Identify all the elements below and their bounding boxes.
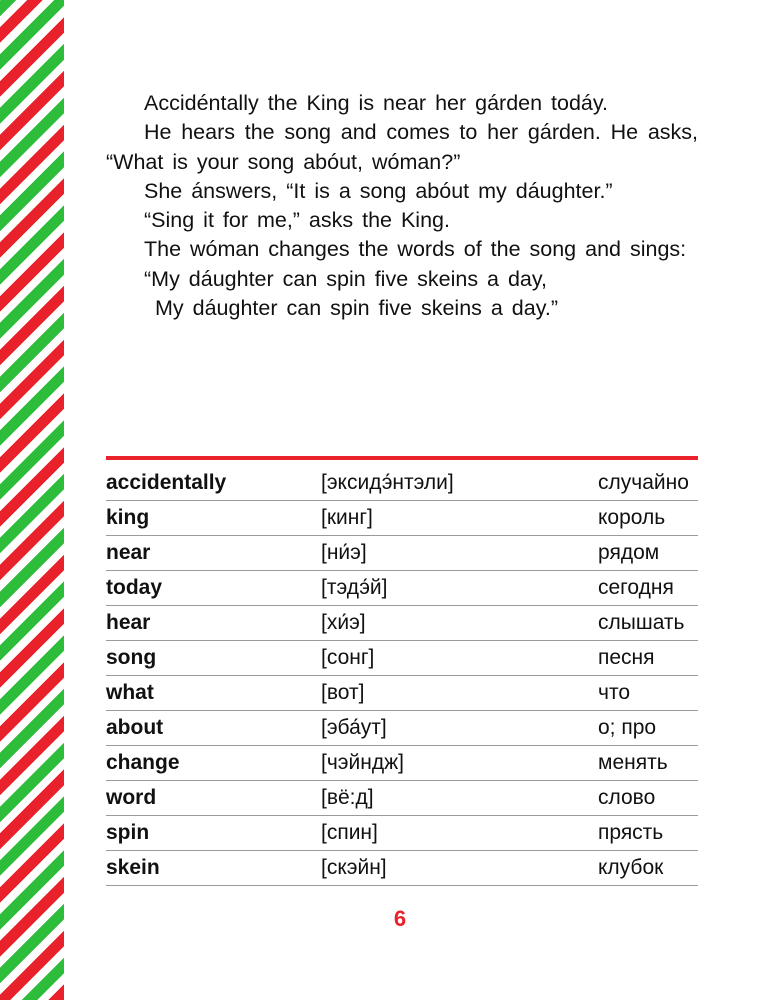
vocabulary-divider [106, 456, 698, 460]
vocabulary-row [106, 467, 698, 501]
vocabulary-pronunciation: [кинг] [321, 506, 373, 529]
vocabulary-pronunciation: [сонг] [321, 646, 375, 669]
vocabulary-word: hear [106, 611, 151, 634]
story-paragraph: He hears the song and comes to her gárden. He asks, “What is your song abóut, wóman?” [106, 120, 698, 174]
vocabulary-pronunciation: [хи́э] [321, 611, 366, 634]
vocabulary-translation: сегодня [598, 576, 674, 599]
vocabulary-pronunciation: [тэдэ́й] [321, 576, 388, 599]
vocabulary-translation: случайно [598, 471, 689, 494]
vocabulary-word: today [106, 576, 163, 599]
vocabulary-translation: о; про [598, 716, 657, 739]
vocabulary-pronunciation: [спин] [321, 821, 378, 844]
story-text [106, 89, 698, 323]
vocabulary-row [106, 572, 698, 606]
story-paragraph: Accidéntally the King is near her gárden todáy. [144, 91, 609, 115]
story-paragraph: The wóman changes the words of the song and sings: [144, 237, 687, 262]
vocabulary-translation: слышать [598, 611, 685, 634]
vocabulary-table [106, 467, 698, 887]
vocabulary-translation: что [598, 681, 631, 704]
vocabulary-row [106, 747, 698, 781]
vocabulary-word: song [106, 646, 157, 669]
vocabulary-translation: король [598, 506, 666, 529]
vocabulary-word: accidentally [106, 471, 227, 494]
vocabulary-word: spin [106, 821, 150, 844]
vocabulary-row [106, 852, 698, 886]
vocabulary-word: word [106, 786, 157, 809]
vocabulary-row [106, 502, 698, 536]
vocabulary-translation: рядом [598, 541, 660, 564]
vocabulary-word: skein [106, 856, 160, 879]
story-paragraph: She ánswers, “It is a song abóut my dáughter.” [144, 178, 613, 203]
vocabulary-row [106, 782, 698, 816]
vocabulary-pronunciation: [скэйн] [321, 856, 387, 879]
vocabulary-word: near [106, 541, 151, 564]
vocabulary-word: about [106, 716, 164, 739]
decorative-striped-border [0, 0, 64, 1000]
vocabulary-row [106, 817, 698, 851]
vocabulary-pronunciation: [эба́ут] [321, 716, 387, 739]
vocabulary-word: change [106, 751, 180, 774]
story-paragraph: “Sing it for me,” asks the King. [144, 208, 450, 233]
vocabulary-pronunciation: [ни́э] [321, 541, 367, 564]
vocabulary-translation: песня [598, 646, 655, 669]
vocabulary-row [106, 642, 698, 676]
vocabulary-pronunciation: [вот] [321, 681, 365, 704]
vocabulary-pronunciation: [вё:д] [321, 786, 374, 809]
song-verse-line: My dáughter can spin five skeins a day.” [155, 296, 559, 321]
vocabulary-word: what [106, 681, 154, 704]
vocabulary-pronunciation: [чэйндж] [321, 751, 404, 774]
page-number: 6 [393, 906, 407, 931]
vocabulary-row [106, 607, 698, 641]
vocabulary-translation: прясть [598, 821, 664, 844]
vocabulary-pronunciation: [эксидэ́нтэли] [321, 471, 454, 494]
vocabulary-translation: слово [598, 786, 656, 809]
song-verse-line: “My dáughter can spin five skeins a day, [144, 266, 548, 291]
vocabulary-word: king [106, 506, 150, 529]
vocabulary-translation: клубок [598, 856, 664, 879]
vocabulary-translation: менять [598, 751, 668, 774]
vocabulary-row [106, 677, 698, 711]
vocabulary-row [106, 712, 698, 746]
vocabulary-row [106, 537, 698, 571]
